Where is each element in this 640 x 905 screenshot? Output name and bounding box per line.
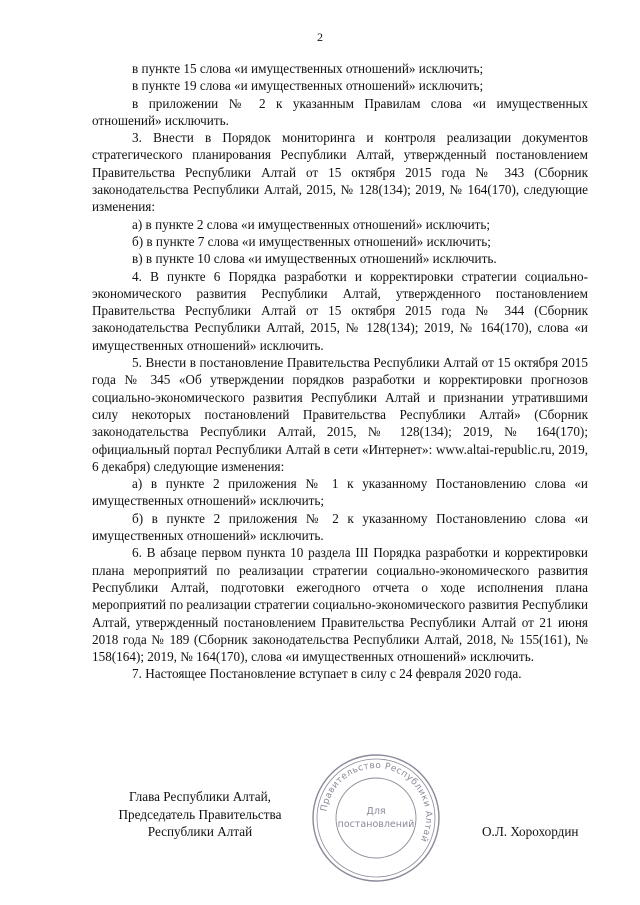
paragraph: в пункте 15 слова «и имущественных отношений» исключить; xyxy=(132,61,484,76)
paragraph: в приложении № 2 к указанным Правилам слова «и имущественных отношений» исключить. xyxy=(92,95,588,128)
paragraph: а) в пункте 2 приложения № 1 к указанному Постановлению слова «и имущественных отношений» исключить; xyxy=(92,476,588,509)
signature-title xyxy=(100,788,300,841)
seal-inner-line: Для xyxy=(366,806,386,817)
paragraph: в) в пункте 10 слова «и имущественных отношений» исключить. xyxy=(132,251,497,267)
paragraph: 7. Настоящее Постановление вступает в силу с 24 февраля 2020 года. xyxy=(132,666,522,682)
signature-title-line: Глава Республики Алтай, xyxy=(129,789,271,804)
seal-inner-line: постановлений xyxy=(337,819,415,830)
paragraph: а) в пункте 2 слова «и имущественных отношений» исключить; xyxy=(132,216,491,232)
paragraph: 4. В пункте 6 Порядка разработки и корректировки стратегии социально-экономического развития Республики Алтай, утвержденного постановлением Правительства Республики Алтай от 15 октября 2015 года № 344 (Сборник законодательства Республики Алтай, 2015, № 128(134); 2019, № 164(170), слова «и имущественных отношений» исключить. xyxy=(92,268,588,353)
seal-ring-text: Правительство Республики Алтай xyxy=(319,760,434,844)
seal-inner-ring xyxy=(336,778,416,858)
seal-ring xyxy=(317,759,435,877)
page-number: 2 xyxy=(317,30,323,44)
signatory-name: О.Л. Хорохордин xyxy=(482,824,579,839)
signature-title-line: Председатель Правительства xyxy=(118,806,282,822)
paragraph: б) в пункте 7 слова «и имущественных отношений» исключить; xyxy=(132,233,491,249)
paragraph: в пункте 19 слова «и имущественных отношений» исключить; xyxy=(132,78,484,94)
paragraph: б) в пункте 2 приложения № 2 к указанному Постановлению слова «и имущественных отношений» исключить. xyxy=(92,510,588,544)
signature-title-line: Республики Алтай xyxy=(147,824,253,839)
seal-outer-ring xyxy=(313,755,439,881)
document-body xyxy=(92,60,588,683)
paragraph: 5. Внести в постановление Правительства Республики Алтай от 15 октября 2015 года № 345 «Об утверждении порядков разработки и корректировки прогнозов социально-экономического развития Республики Алтай и признании утратившими силу некоторых постановлений Правительства Республики Алтай» (Сборник законодательства Республики Алтай, 2015, № 128(134); 2019, № 164(170); официальный портал Республики Алтай в сети «Интернет»: www.altai-republic.ru, 2019, 6 декабря) следующие изменения: xyxy=(92,355,588,474)
official-seal xyxy=(310,752,442,884)
paragraph: 6. В абзаце первом пункта 10 раздела III Порядка разработки и корректировки плана мероприятий по реализации стратегии социально-экономического развития Республики Алтай, подготовки ежегодного отчета о ходе исполнения плана мероприятий по реализации стратегии социально-экономического развития Республики Алтай, утвержденный постановлением Правительства Республики Алтай от 21 июня 2018 года № 189 (Сборник законодательства Республики Алтай, 2018, № 155(161), № 158(164); 2019, № 164(170), слова «и имущественных отношений» исключить. xyxy=(92,545,588,665)
paragraph: 3. Внести в Порядок мониторинга и контроля реализации документов стратегического планирования Республики Алтай, утвержденный постановлением Правительства Республики Алтай от 15 октября 2015 года № 343 (Сборник законодательства Республики Алтай, 2015, № 128(134); 2019, № 164(170), следующие изменения: xyxy=(92,130,588,215)
